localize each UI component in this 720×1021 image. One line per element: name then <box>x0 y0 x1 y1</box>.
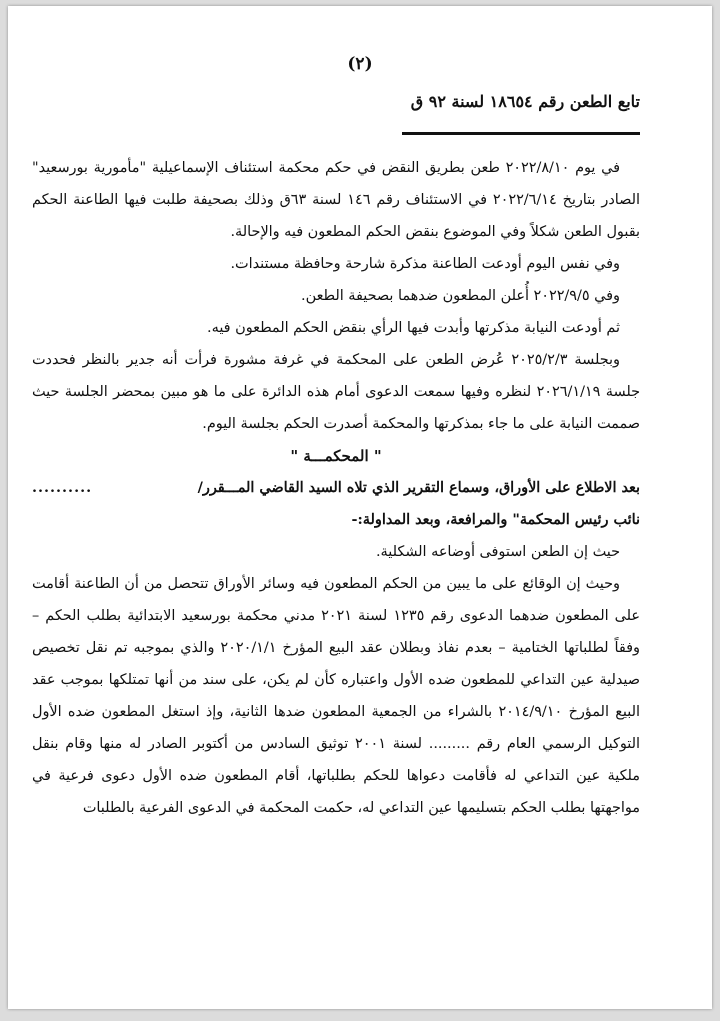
paragraph-facts: وحيث إن الوقائع على ما يبين من الحكم المطعون فيه وسائر الأوراق تتحصل من أن الطاعنة أقامت على المطعون ضدهما الدعوى رقم ١٢٣٥ لسنة ٢٠٢١ مدني محكمة بورسعيد الابتدائية بطلب الحكم – وفقاً لطلباتها الختامية – بعدم نفاذ وبطلان عقد البيع المؤرخ ٢٠٢٠/١/١ والذي بموجبه تم نقل تخصيص صيدلية عين التداعي للمطعون ضده الأول واعتباره كأن لم يكن، على سند من أنها تمتلكها بموجب عقد البيع المؤرخ ٢٠١٤/٩/١٠ بالشراء من الجمعية المطعون ضدها الثانية، وإذ استغل المطعون ضده الأول التوكيل الرسمي العام رقم ......... لسنة ٢٠٠١ توثيق السادس من أكتوبر الصادر له منها وقام بنقل ملكية عين التداعي له فأقامت دعواها للحكم بطلباتها، أقام المطعون ضده الأول دعوى فرعية في مواجهتها بطلب الحكم بتسليمها عين التداعي له، حكمت المحكمة في الدعوى الفرعية بالطلبات <box>32 576 641 816</box>
case-title: تابع الطعن رقم ١٨٦٥٤ لسنة ٩٢ ق <box>410 92 640 111</box>
procedure-line-2: نائب رئيس المحكمة" والمرافعة، وبعد المداولة:- <box>351 511 640 528</box>
court-heading: " المحكمـــة " <box>290 447 382 465</box>
header-underline <box>402 132 640 135</box>
paragraph-filing: في يوم ٢٠٢٢/٨/١٠ طعن بطريق النقض في حكم محكمة استئناف الإسماعيلية "مأمورية بورسعيد" الصادر بتاريخ ٢٠٢٢/٦/١٤ في الاستئناف رقم ١٤٦ لسنة ٦٣ق وذلك بصحيفة طلبت فيها الطاعنة الحكم بقبول الطعن شكلاً وفي الموضوع بنقض الحكم المطعون فيه والإحالة. <box>32 160 641 240</box>
page-number: (٢) <box>347 54 373 74</box>
document-body <box>32 152 640 824</box>
document-page <box>8 6 712 1009</box>
paragraph-session: وبجلسة ٢٠٢٥/٢/٣ عُرض الطعن على المحكمة في غرفة مشورة فرأت أنه جدير بالنظر فحددت جلسة ٢٠٢٦/١/١٩ لنظره وفيها سمعت الدعوى أمام هذه الدائرة على ما هو مبين بمحضر الجلسة حيث صممت النيابة على ما جاء بمذكرتها والمحكمة أصدرت الحكم بجلسة اليوم. <box>32 352 640 432</box>
procedure-line-1 <box>32 472 640 504</box>
paragraph-memo: وفي نفس اليوم أودعت الطاعنة مذكرة شارحة وحافظة مستندات. <box>230 256 620 272</box>
procedure-line-1-text: بعد الاطلاع على الأوراق، وسماع التقرير الذي تلاه السيد القاضي المـــقرر/ <box>197 479 640 496</box>
paragraph-formal: حيث إن الطعن استوفى أوضاعه الشكلية. <box>375 544 620 560</box>
paragraph-notice: وفي ٢٠٢٢/٩/٥ أُعلن المطعون ضدهما بصحيفة الطعن. <box>301 288 620 304</box>
paragraph-prosecution: ثم أودعت النيابة مذكرتها وأبدت فيها الرأي بنقض الحكم المطعون فيه. <box>207 320 620 336</box>
procedure-line-1-dots: .......... <box>32 479 93 496</box>
